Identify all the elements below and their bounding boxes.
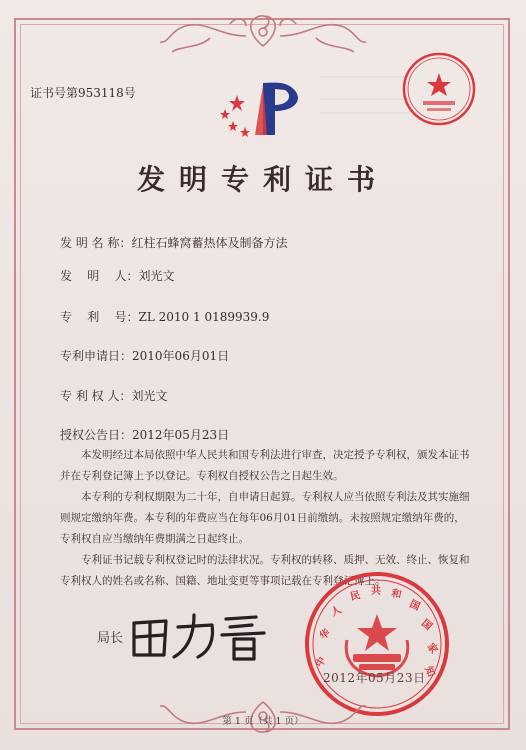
svg-text:共: 共: [371, 586, 381, 597]
field-label: 专 利 权 人：: [60, 389, 132, 403]
field-patent-number: [60, 308, 269, 325]
field-value: ZL 2010 1 0189939.9: [138, 310, 270, 324]
field-inventor: [60, 267, 175, 284]
handwritten-signature-icon: [126, 605, 276, 665]
field-filing-date: [60, 347, 229, 364]
paragraph-grant: 本发明经过本局依照中华人民共和国专利法进行审查，决定授予专利权，颁发本证书并在专利登记簿上予以登记。专利权自授权公告之日起生效。: [60, 449, 470, 482]
field-announcement-date: [60, 426, 229, 443]
page-number: 第 1 页（共 1 页）: [222, 716, 304, 727]
field-value: 刘光文: [138, 269, 175, 283]
field-invention-name: [60, 234, 287, 251]
field-label: 专利申请日：: [60, 349, 133, 363]
field-value: 2012年05月23日: [132, 428, 230, 442]
tax-stamp-icon: [401, 51, 477, 127]
field-label: 专 利 号：: [60, 310, 139, 324]
field-value: 2010年06月01日: [132, 349, 230, 363]
svg-text:民: 民: [349, 590, 362, 603]
paragraph-term: 本专利的专利权期限为二十年，自申请日起算。专利权人应当依照专利法及其实施细则规定缴纳年费。本专利的年费应当在每年06月01日前缴纳。未按照规定缴纳年费的，专利权自应当缴纳年费期满之日起终止。: [60, 491, 470, 545]
svg-text:家: 家: [424, 641, 440, 656]
field-value: 红柱石蜂窝蓄热体及制备方法: [131, 236, 288, 250]
field-patentee: [60, 387, 167, 404]
director-label: 局长: [97, 631, 124, 646]
top-ornament-icon: [150, 6, 376, 56]
page-title: 发明专利证书: [136, 163, 389, 196]
paragraph-legal-status: 专利证书记载专利权登记时的法律状况。专利权的转移、质押、无效、终止、恢复和专利权人的姓名或名称、国籍、地址变更等事项记载在专利登记簿上。: [60, 554, 470, 587]
field-label: 发 明 人：: [60, 269, 139, 283]
field-label: 发 明 名 称：: [60, 236, 132, 250]
seal-date: 2012年05月23日: [323, 671, 426, 685]
certificate-number: 证书号第953118号: [30, 86, 136, 100]
field-label: 授权公告日：: [60, 428, 133, 442]
svg-text:人: 人: [329, 604, 344, 619]
svg-text:国: 国: [419, 617, 434, 633]
svg-text:知: 知: [422, 665, 437, 679]
svg-text:和: 和: [390, 588, 403, 602]
svg-text:国: 国: [407, 598, 422, 613]
svg-text:华: 华: [317, 627, 333, 643]
sipo-logo-icon: [215, 75, 310, 145]
svg-text:中: 中: [314, 655, 329, 670]
field-value: 刘光文: [131, 389, 168, 403]
